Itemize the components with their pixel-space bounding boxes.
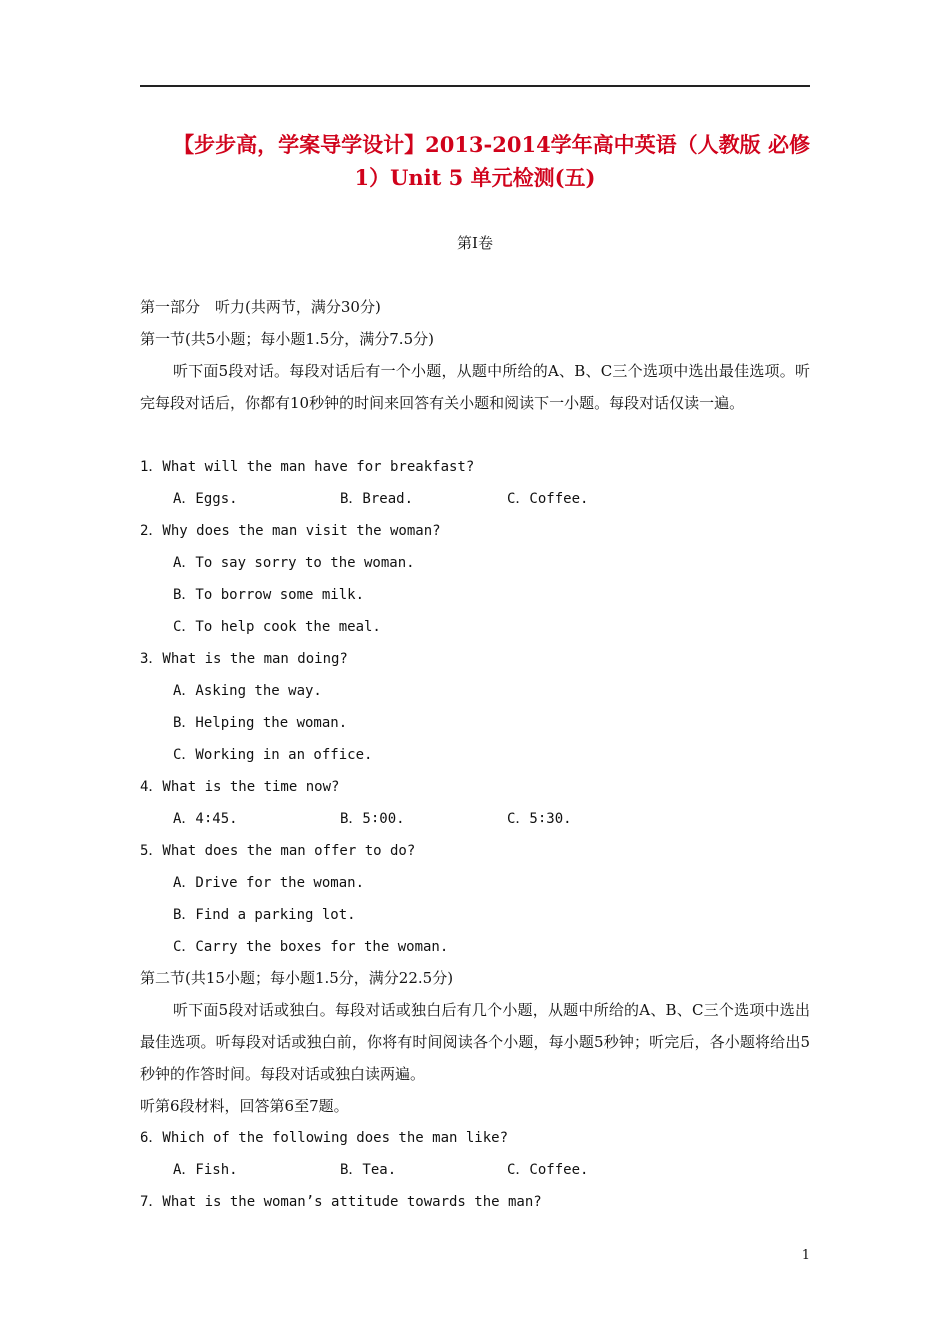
option-c: C．Coffee. xyxy=(507,491,589,507)
section1-heading: 第一节(共5小题；每小题1.5分，满分7.5分) xyxy=(140,330,434,348)
option-c: C．To help cook the meal. xyxy=(173,619,381,635)
section2-instructions: 听下面5段对话或独白。每段对话或独白后有几个小题，从题中所给的A、B、C三个选项中选出最佳选项。听每段对话或独白前，你将有时间阅读各个小题，每小题5秒钟；听完后，各小题将给出5秒钟的作答时间。每段对话或独白读两遍。 xyxy=(140,1001,810,1083)
question-2: 2．Why does the man visit the woman? xyxy=(140,523,441,539)
option-a: A．Eggs. xyxy=(173,491,238,507)
option-b: B．5∶00. xyxy=(340,811,405,827)
question-3: 3．What is the man doing? xyxy=(140,651,348,667)
title-line-2: 1）Unit 5 单元检测(五) xyxy=(354,165,596,190)
option-a: A．Fish. xyxy=(173,1162,238,1178)
section1-instructions: 听下面5段对话。每段对话后有一个小题，从题中所给的A、B、C三个选项中选出最佳选项。听完每段对话后，你都有10秒钟的时间来回答有关小题和阅读下一小题。每段对话仅读一遍。 xyxy=(140,362,810,412)
option-c: C．Carry the boxes for the woman. xyxy=(173,939,449,955)
section2-heading: 第二节(共15小题；每小题1.5分，满分22.5分) xyxy=(140,969,454,987)
option-c: C．Coffee. xyxy=(507,1162,589,1178)
option-b: B．Bread. xyxy=(340,491,414,507)
volume-heading: 第Ⅰ卷 xyxy=(457,234,493,252)
option-a: A．Asking the way. xyxy=(173,683,322,699)
question-1: 1．What will the man have for breakfast? xyxy=(140,459,475,475)
option-b: B．To borrow some milk. xyxy=(173,587,365,603)
title-line-1: 【步步高，学案导学设计】2013-2014学年高中英语（人教版 必修 xyxy=(173,132,810,157)
question-7: 7．What is the woman’s attitude towards the man? xyxy=(140,1194,542,1210)
option-b: B．Tea. xyxy=(340,1162,397,1178)
question-5: 5．What does the man offer to do? xyxy=(140,843,416,859)
option-a: A．4∶45. xyxy=(173,811,238,827)
option-a: A．Drive for the woman. xyxy=(173,875,365,891)
top-rule xyxy=(140,85,810,87)
option-c: C．5∶30. xyxy=(507,811,572,827)
page-number: 1 xyxy=(801,1248,810,1263)
option-a: A．To say sorry to the woman. xyxy=(173,555,415,571)
material-note: 听第6段材料，回答第6至7题。 xyxy=(140,1097,349,1115)
question-6: 6．Which of the following does the man like? xyxy=(140,1130,509,1146)
option-b: B．Find a parking lot. xyxy=(173,907,356,923)
part-heading: 第一部分 听力(共两节，满分30分) xyxy=(140,298,381,316)
option-b: B．Helping the woman. xyxy=(173,715,348,731)
question-4: 4．What is the time now? xyxy=(140,779,340,795)
option-c: C．Working in an office. xyxy=(173,747,373,763)
